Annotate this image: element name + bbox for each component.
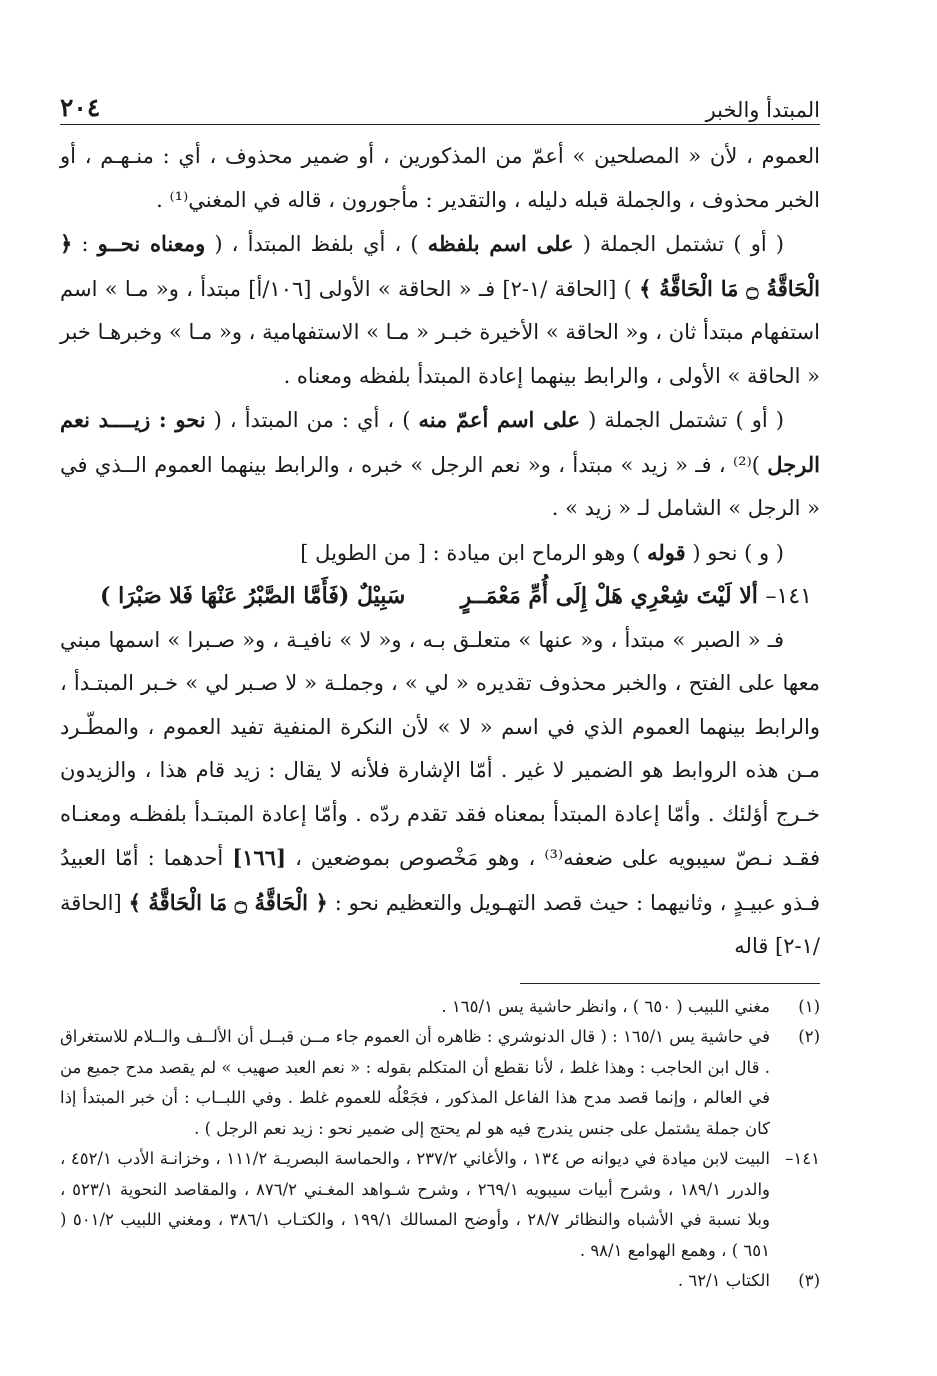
footnotes bbox=[60, 992, 820, 1297]
quran-quote: ﴿ الْحَاقَّةُ ۝ مَا الْحَاقَّةُ ﴾ bbox=[128, 889, 328, 915]
paragraph bbox=[60, 222, 820, 398]
paragraph bbox=[60, 619, 820, 969]
page-header bbox=[60, 88, 820, 125]
paragraph bbox=[60, 531, 820, 576]
footnote bbox=[60, 1144, 820, 1266]
text-span: ) ، أي : من المبتدأ ، ( bbox=[205, 408, 419, 432]
bold-phrase: ومعناه نحــو bbox=[97, 231, 206, 256]
footnote-text: الكتاب ٦٢/١ . bbox=[677, 1271, 770, 1290]
text-span: أحدهما : أمّا العبيدُ فـذو عبيـدٍ ، وثانيهما : حيث قصد التهـويل والتعظيم نحو : bbox=[60, 846, 820, 915]
verse-first-hemistich bbox=[461, 575, 812, 619]
paragraph: العموم ، لأن « المصلحين » أعمّ من المذكورين ، أو ضمير محذوف ، أي : منـهـم ، أو الخبر محذوف ، والجملة قبله دليله ، والتقدير : مأجورون ، قاله في المغني⁽¹⁾ . bbox=[60, 144, 820, 212]
text-span: ) [الحاقة /١-٢] فـ « الحاقة » الأولى [١٠٦/أ] مبتدأ ، و« مـا » اسم استفهام مبتدأ ثان ، و« الحاقة » الأخيرة خبـر « مـا » الاستفهامية ، و« مـا » وخبرهـا خبر « الحاقة » الأولى ، والرابط بينهما إعادة المبتدأ بلفظه ومعناه . bbox=[60, 276, 820, 388]
book-page bbox=[60, 88, 820, 1297]
bold-phrase: نحو : زيــــد نعم الرجل bbox=[60, 407, 821, 477]
bold-phrase: على اسم أعمّ منه bbox=[418, 407, 581, 432]
poetry-verse bbox=[60, 575, 820, 619]
bold-phrase: قوله bbox=[647, 539, 686, 565]
verse-number: ١٤١– bbox=[765, 584, 812, 609]
footnote-key: (١) bbox=[798, 996, 820, 1016]
text-span: : bbox=[72, 232, 98, 256]
footnote-divider bbox=[520, 983, 820, 984]
quran-quote: ﴿ الْحَاقَّةُ ۝ مَا الْحَاقَّةُ ﴾ bbox=[60, 231, 820, 301]
verse-second-hemistich: سَبِيْلٌ (فَأَمَّا الصَّبْرُ عَنْهَا فَلا صَبْرَا ) bbox=[100, 583, 406, 609]
footnote-key: ١٤١– bbox=[785, 1149, 820, 1168]
paragraph bbox=[60, 398, 820, 531]
text-span: فـ « الصبر » مبتدأ ، و« عنها » متعلـق بـه ، و« لا » نافيـة ، و« صـبرا » اسمها مبني معها على الفتح ، والخبر محذوف تقديره « لي » ، وجملـة « لا صـبر لي » خـبر المبتـدأ ، والرابط بينهما العموم الذي في اسم « لا » لأن النكرة المنفية تفيد العموم ، والمطّـرد مـن هذه الروابط هو الضمير لا غير . أمّا الإشارة فلأنه لا يقال : زيد قام هذا ، والزيدون خـرج أؤلئك . وأمّا إعادة المبتدأ بمعناه فقد تقدم ردّه . وأمّا إعادة المبتـدأ بلفظـه ومعنـاه فقـد نـصّ سيبويه على ضعفه⁽³⁾ ، وهو مَخْصوص بموضعين ، bbox=[60, 627, 820, 870]
text-span: ( أو ) تشتمل الجملة ( bbox=[580, 408, 784, 432]
text-span: ( و ) نحو ( bbox=[685, 540, 784, 565]
bold-phrase: على اسم بلفظه bbox=[427, 231, 574, 256]
text-span: )⁽²⁾ ، فـ « زيد » مبتدأ ، و« نعم الرجل » خبره ، والرابط بينهما العموم الــذي في « الرجل » الشامل لـ « زيد » . bbox=[60, 452, 820, 520]
footnote-key: (٣) bbox=[798, 1271, 820, 1290]
page-number: ٢٠٤ bbox=[60, 93, 101, 122]
footnote-text: مغني اللبيب ( ٦٥٠ ) ، وانظر حاشية يس ١٦٥/١ . bbox=[441, 996, 770, 1016]
running-title: المبتدأ والخبر bbox=[705, 98, 820, 122]
main-text bbox=[60, 135, 820, 969]
footnote-text: في حاشية يس ١٦٥/١ : ( قال الدنوشري : ظاهره أن العموم جاء مــن قبــل أن الألــف والــلام للاستغراق . قال ابن الحاجب : وهذا غلط ، لأنا نقطع أن المتكلم بقوله : « نعم العبد صهيب » لم يقصد مدح جميع من في العالم ، وإنما قصد مدح هذا الفاعل المذكور ، فجَعْلُه للعموم غلط . وفي اللبــاب : أن خبر المبتدأ إذا كان جملة يشتمل على جنس يندرج فيه هو لم يحتج إلى ضمير نحو : زيد نعم الرجل ) . bbox=[60, 1027, 770, 1138]
footnote-text: البيت لابن ميادة في ديوانه ص ١٣٤ ، والأغاني ٢٣٧/٢ ، والحماسة البصريـة ١١١/٢ ، وخزانـة الأدب ٤٥٢/١ ، والدرر ١٨٩/١ ، وشرح أبيات سيبويه ٢٦٩/١ ، وشرح شـواهد المغـني ٨٧٦/٢ ، والمقاصد النحوية ٥٢٣/١ ، وبلا نسبة في الأشباه والنظائر ٢٨/٧ ، وأوضح المسالك ١٩٩/١ ، والكتـاب ٣٨٦/١ ، ومغني اللبيب ٥٠١/٢ ( ٦٥١ ) ، وهمع الهوامع ٩٨/١ . bbox=[60, 1149, 771, 1260]
manuscript-ref: [١٦٦] bbox=[232, 845, 287, 870]
text-span: ) وهو الرماح ابن ميادة : [ من الطويل ] bbox=[300, 540, 648, 565]
verse-text: ألا لَيْتَ شِعْرِي هَلْ إِلَى أُمِّ مَعْمَــرٍ bbox=[460, 583, 758, 609]
footnote bbox=[60, 1022, 820, 1144]
text-span: [الحاقة /١-٢] قاله bbox=[60, 890, 820, 958]
footnote-key: (٢) bbox=[798, 1027, 820, 1046]
footnote bbox=[60, 1266, 820, 1297]
text-span: ) ، أي بلفظ المبتدأ ، ( bbox=[205, 232, 428, 256]
text-span: ( أو ) تشتمل الجملة ( bbox=[573, 232, 784, 256]
footnote bbox=[60, 992, 820, 1023]
